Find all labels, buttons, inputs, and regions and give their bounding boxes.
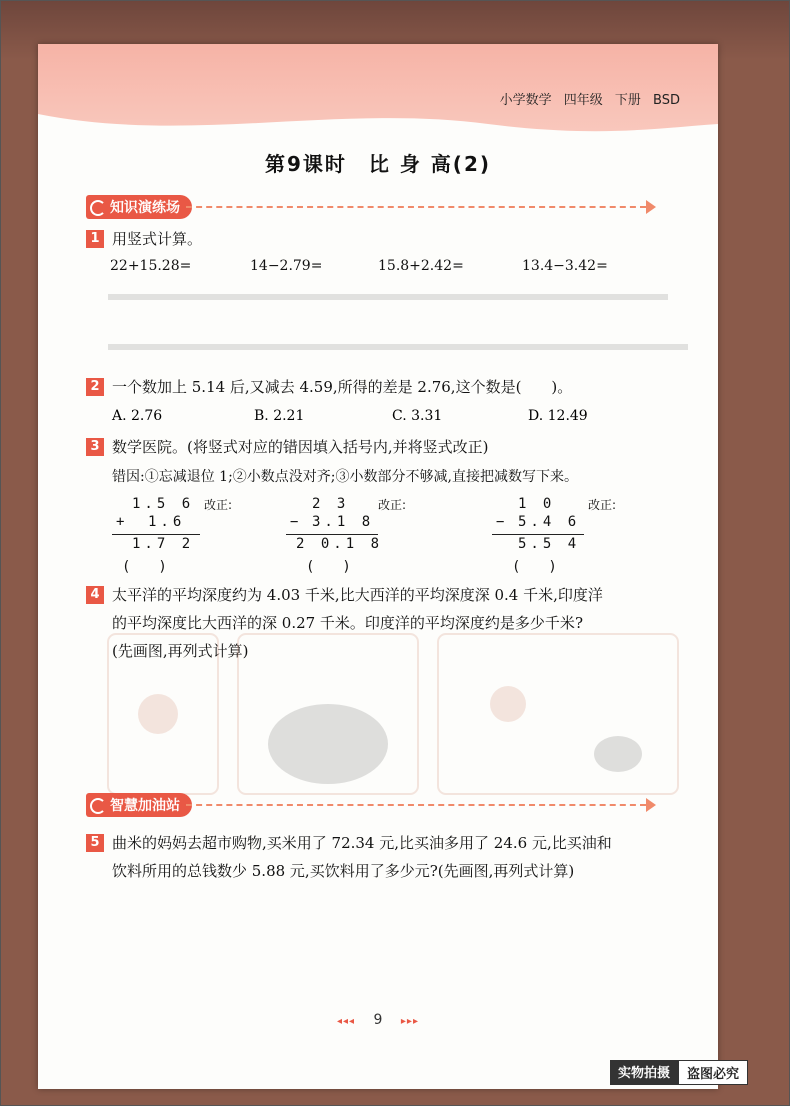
option-a: A. 2.76 <box>112 408 163 424</box>
calc-top: 1 0 <box>518 496 556 512</box>
expression: 13.4−3.42= <box>522 258 608 274</box>
series-label: 小学数学 四年级 下册 BSD <box>499 93 680 108</box>
option-d: D. 12.49 <box>528 408 588 424</box>
section-banner-practice <box>86 196 192 218</box>
expression: 14−2.79= <box>250 258 323 274</box>
vertical-calc-2 <box>286 496 466 586</box>
calc-result: 2 0.1 8 <box>296 536 384 552</box>
left-arrows-icon: ◂◂◂ <box>337 1016 356 1027</box>
page-number: 9 <box>373 1012 383 1028</box>
question-text: 用竖式计算。 <box>112 230 203 248</box>
vertical-calc-3 <box>492 496 692 586</box>
workbook-page <box>38 44 718 1089</box>
lesson-title: 第9课时 比 身 高(2) <box>264 152 492 176</box>
banner-dashed-line <box>186 804 646 806</box>
calc-second: 5.4 6 <box>518 514 581 530</box>
vertical-calc-1 <box>112 496 292 586</box>
answer-paren: ( ) <box>306 559 351 575</box>
question-number: 5 <box>86 834 104 852</box>
answer-paren: ( ) <box>122 559 167 575</box>
answer-paren: ( ) <box>512 559 557 575</box>
question-text-line2: 饮料所用的总钱数少 5.88 元,买饮料用了多少元?(先画图,再列式计算) <box>112 862 575 880</box>
calc-result: 1.7 2 <box>132 536 195 552</box>
expression: 15.8+2.42= <box>378 258 464 274</box>
question-text-line2: 的平均深度比大西洋的深 0.27 千米。印度洋的平均深度约是多少千米? <box>112 614 583 632</box>
question-number: 4 <box>86 586 104 604</box>
option-b: B. 2.21 <box>254 408 305 424</box>
question-text-line3: (先画图,再列式计算) <box>112 642 249 660</box>
calc-result: 5.5 4 <box>518 536 581 552</box>
watermark-stamp <box>610 1060 748 1085</box>
stamp-right: 盗图必究 <box>678 1060 748 1085</box>
show-through-illustration <box>98 624 688 804</box>
calc-second: 1.6 <box>148 514 186 530</box>
section-label: 智慧加油站 <box>86 793 192 817</box>
header-wave <box>38 104 718 154</box>
calc-second: 3.1 8 <box>312 514 375 530</box>
show-through-text <box>98 284 698 384</box>
correct-label: 改正: <box>588 498 617 512</box>
calc-top: 2 3 <box>312 496 350 512</box>
question-text-line1: 太平洋的平均深度约为 4.03 千米,比大西洋的平均深度深 0.4 千米,印度洋 <box>112 586 603 604</box>
page-footer <box>38 1012 718 1028</box>
calc-top: 1.5 6 <box>132 496 195 512</box>
question-number: 2 <box>86 378 104 396</box>
banner-arrow-icon <box>646 798 656 812</box>
calc-bar <box>112 534 200 535</box>
correct-label: 改正: <box>378 498 407 512</box>
question-text-line1: 曲米的妈妈去超市购物,买米用了 72.34 元,比买油多用了 24.6 元,比买油和 <box>112 834 612 852</box>
right-arrows-icon: ▸▸▸ <box>400 1016 419 1027</box>
section-label: 知识演练场 <box>86 195 192 219</box>
question-number: 1 <box>86 230 104 248</box>
error-reasons: 错因:①忘减退位 1;②小数点没对齐;③小数部分不够减,直接把减数写下来。 <box>112 469 578 485</box>
calc-operator: − <box>496 514 509 530</box>
banner-arrow-icon <box>646 200 656 214</box>
calc-bar <box>286 534 378 535</box>
banner-dashed-line <box>186 206 646 208</box>
expression: 22+15.28= <box>110 258 192 274</box>
calc-bar <box>492 534 584 535</box>
calc-operator: − <box>290 514 303 530</box>
correct-label: 改正: <box>204 498 233 512</box>
option-c: C. 3.31 <box>392 408 443 424</box>
options-row <box>112 408 672 428</box>
question-text: 数学医院。(将竖式对应的错因填入括号内,并将竖式改正) <box>112 438 489 456</box>
stamp-left: 实物拍摄 <box>610 1060 678 1085</box>
calc-operator: + <box>116 514 129 530</box>
section-banner-challenge <box>86 794 192 816</box>
question-text: 一个数加上 5.14 后,又减去 4.59,所得的差是 2.76,这个数是( )。 <box>112 378 573 396</box>
question-number: 3 <box>86 438 104 456</box>
